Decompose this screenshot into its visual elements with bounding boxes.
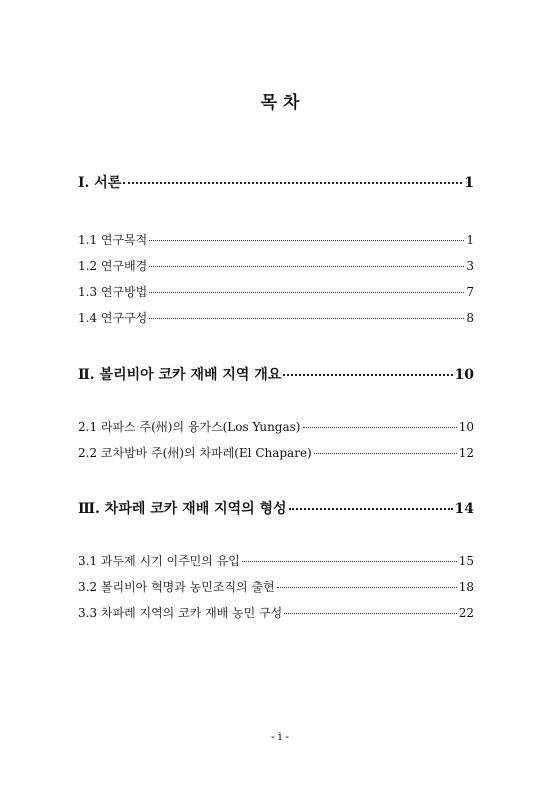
toc-leader [303,427,457,428]
toc-chapter-label: Ⅱ. 볼리비아 코카 재배 지역 개요 [78,367,282,383]
toc-section-1-2[interactable] [78,257,474,274]
toc-page-number: 1 [466,233,474,247]
toc-chapter-3[interactable] [78,498,474,518]
toc-section-label: 3.3 차파레 지역의 코카 재배 농민 구성 [78,606,283,620]
toc-leader [149,292,464,293]
toc-chapter-label: Ⅲ. 차파레 코카 재배 지역의 형성 [78,501,287,517]
toc-section-3-2[interactable] [78,578,474,595]
toc-section-label: 3.2 볼리비아 혁명과 농민조직의 출현 [78,580,275,594]
page-footer-number: - i - [271,730,289,743]
toc-section-1-4[interactable] [78,309,474,326]
toc-leader [314,453,457,454]
toc-leader [283,374,452,376]
toc-page-number: 8 [466,311,474,325]
toc-page-number: 15 [458,554,474,568]
toc-page-number: 10 [458,420,474,434]
toc-page-number: 18 [458,580,474,594]
toc-page-number: 10 [454,367,474,383]
toc-section-2-1[interactable] [78,418,474,435]
toc-leader [289,508,453,510]
toc-leader [123,182,462,184]
toc-section-1-1[interactable] [78,231,474,248]
toc-section-label: 1.1 연구목적 [78,233,148,247]
toc-chapter-1[interactable] [78,172,474,192]
toc-leader [277,587,457,588]
toc-section-label: 3.1 과두제 시기 이주민의 유입 [78,554,240,568]
toc-section-label: 2.1 라파스 주(州)의 융가스(Los Yungas) [78,420,301,434]
toc-section-3-3[interactable] [78,604,474,621]
toc-leader [284,613,456,614]
toc-section-1-3[interactable] [78,283,474,300]
toc-leader [149,266,464,267]
toc-page-number: 22 [458,606,474,620]
toc-section-3-1[interactable] [78,552,474,569]
toc-leader [149,318,464,319]
toc-section-label: 2.2 코차밤바 주(州)의 차파레(El Chapare) [78,446,312,460]
toc-page-number: 14 [454,501,474,517]
toc-page-number: 3 [466,259,474,273]
toc-page-number: 1 [464,175,474,191]
toc-page-number: 12 [458,446,474,460]
toc-section-label: 1.3 연구방법 [78,285,148,299]
toc-chapter-label: Ⅰ. 서론 [78,175,122,191]
toc-page-number: 7 [466,285,474,299]
toc-leader [149,240,464,241]
page-title: 목 차 [260,93,300,113]
toc-leader [242,561,457,562]
toc-chapter-2[interactable] [78,364,474,384]
toc-section-2-2[interactable] [78,444,474,461]
toc-section-label: 1.4 연구구성 [78,311,148,325]
toc-section-label: 1.2 연구배경 [78,259,148,273]
